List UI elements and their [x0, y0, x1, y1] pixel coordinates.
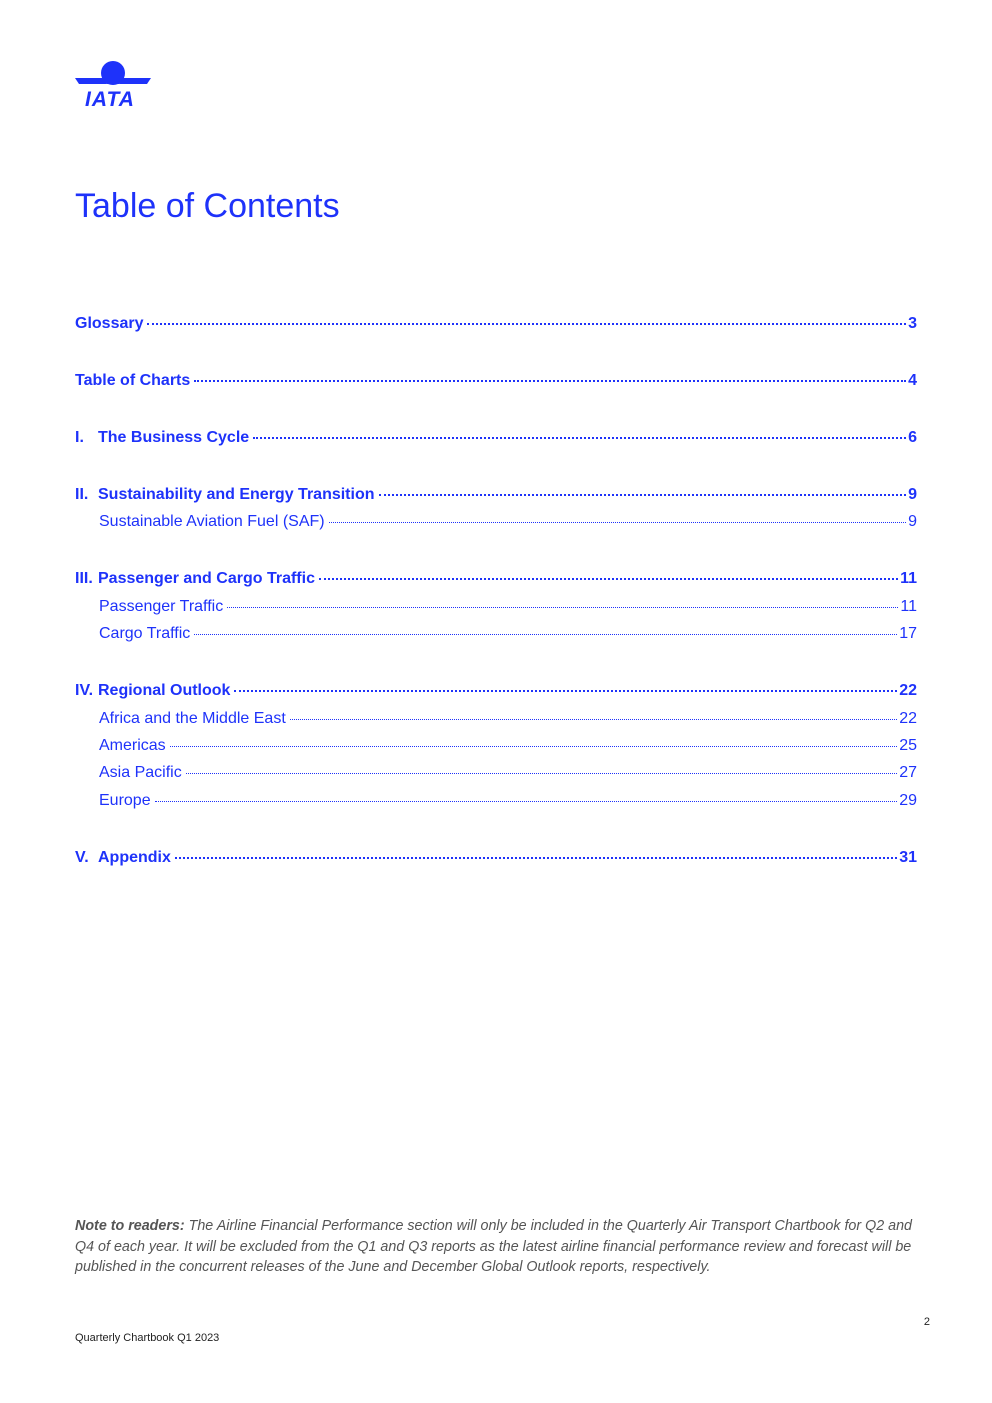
toc-entry-table-of-charts[interactable] [75, 371, 917, 391]
toc-entry-africa-middle-east[interactable] [99, 709, 917, 729]
toc-page-number: 11 [900, 598, 917, 615]
toc-entry-sustainability[interactable] [75, 485, 917, 505]
toc-label: Appendix [98, 849, 171, 866]
toc-label: Passenger and Cargo Traffic [98, 570, 315, 587]
toc-page-number: 4 [908, 372, 917, 389]
toc-page-number: 27 [899, 764, 917, 781]
toc-page-number: 11 [900, 570, 917, 587]
toc-leader [379, 493, 907, 496]
toc-section-number: II. [75, 486, 89, 503]
toc-entry-europe[interactable] [99, 791, 917, 811]
toc-entry-asia-pacific[interactable] [99, 763, 917, 783]
toc-entry-glossary[interactable] [75, 314, 917, 334]
toc-leader [234, 689, 897, 692]
footer-text: Quarterly Chartbook Q1 2023 [75, 1332, 220, 1344]
toc-leader [329, 521, 906, 523]
toc-page-number: 31 [899, 849, 917, 866]
toc-entry-business-cycle[interactable] [75, 428, 917, 448]
toc-label: Regional Outlook [98, 682, 231, 699]
toc-leader [319, 577, 898, 580]
toc-label: Europe [99, 792, 151, 809]
toc-entry-americas[interactable] [99, 736, 917, 756]
toc-leader [290, 718, 897, 720]
toc-label: The Business Cycle [98, 429, 250, 446]
toc-label: Passenger Traffic [99, 598, 224, 615]
note-lead: Note to readers: [75, 1218, 185, 1234]
toc-label: Asia Pacific [99, 764, 182, 781]
toc-leader [253, 436, 906, 439]
toc-leader [186, 772, 898, 774]
toc-page-number: 6 [908, 429, 917, 446]
toc-label: Glossary [75, 315, 144, 332]
toc-page-number: 9 [908, 513, 917, 530]
toc-leader [155, 800, 898, 802]
toc-page-number: 25 [899, 737, 917, 754]
toc-leader [147, 322, 906, 325]
toc-page-number: 22 [899, 682, 917, 699]
toc-page-number: 29 [899, 792, 917, 809]
toc-label: Americas [99, 737, 166, 754]
toc-section-number: III. [75, 570, 93, 587]
toc-section-number: IV. [75, 682, 94, 699]
toc-entry-appendix[interactable] [75, 848, 917, 868]
toc-section-number: I. [75, 429, 84, 446]
toc-label: Africa and the Middle East [99, 710, 286, 727]
toc-entry-passenger-cargo[interactable] [75, 569, 917, 589]
toc-page-number: 17 [899, 625, 917, 642]
toc-label: Table of Charts [75, 372, 191, 389]
toc-entry-saf[interactable] [99, 512, 917, 532]
toc-label: Sustainability and Energy Transition [98, 486, 375, 503]
logo-wordmark: IATA [85, 88, 135, 111]
toc-leader [227, 606, 898, 608]
note-to-readers [75, 1216, 925, 1278]
note-text: The Airline Financial Performance section will only be included in the Quarterly Air Transport Chartbook for Q2 and Q4 of each year. It will be excluded from the Q1 and Q3 reports as the latest airline financial performance review and forecast will be published in the concurrent releases of the June and December Global Outlook reports, respectively. [75, 1218, 913, 1275]
toc-leader [175, 856, 897, 859]
toc-page-number: 3 [908, 315, 917, 332]
toc-page-number: 9 [908, 486, 917, 503]
toc-page-number: 22 [899, 710, 917, 727]
toc-entry-passenger-traffic[interactable] [99, 597, 917, 617]
toc-leader [194, 379, 906, 382]
globe-wings-icon [73, 60, 153, 90]
toc-section-number: V. [75, 849, 89, 866]
toc-label: Sustainable Aviation Fuel (SAF) [99, 513, 325, 530]
toc-leader [194, 633, 897, 635]
page-title: Table of Contents [75, 187, 340, 225]
toc-entry-cargo-traffic[interactable] [99, 624, 917, 644]
toc-leader [170, 745, 898, 747]
page-number: 2 [923, 1316, 930, 1328]
toc-label: Cargo Traffic [99, 625, 191, 642]
toc-entry-regional-outlook[interactable] [75, 681, 917, 701]
